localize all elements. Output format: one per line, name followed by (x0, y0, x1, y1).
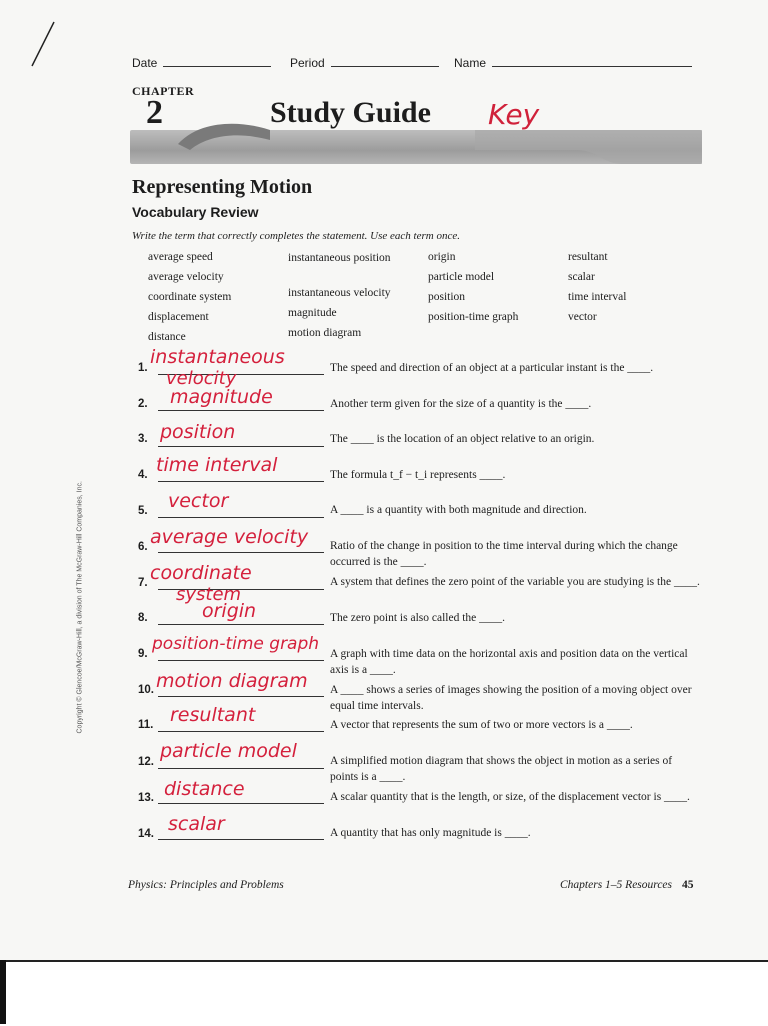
period-label: Period (290, 56, 325, 70)
word-bank-term: magnitude (288, 307, 337, 319)
answer-line[interactable] (158, 695, 324, 697)
answer-text: average velocity (150, 526, 309, 548)
pen-mark (28, 20, 58, 70)
word-bank-term: resultant (568, 251, 608, 263)
chapter-label: CHAPTER (132, 84, 195, 98)
word-bank-term: instantaneous velocity (288, 287, 391, 299)
answer-text: resultant (170, 704, 256, 726)
word-bank-term: vector (568, 311, 597, 323)
question-number: 2. (138, 398, 148, 410)
question-statement: A system that defines the zero point of the variable you are studying is the ____. (330, 576, 700, 588)
word-bank-term: average velocity (148, 271, 224, 283)
word-bank-term: time interval (568, 291, 627, 303)
chapter-number: 2 (146, 94, 163, 131)
question-statement: A quantity that has only magnitude is ____. (330, 827, 531, 839)
instructions: Write the term that correctly completes the statement. Use each term once. (132, 230, 460, 242)
footer-resources (560, 879, 694, 891)
question-number: 14. (138, 828, 154, 840)
question-statement: The zero point is also called the ____. (330, 612, 506, 624)
question-statement: Ratio of the change in position to the time interval during which the change occurred is the ____. (330, 540, 678, 568)
answer-text: coordinate (150, 562, 252, 584)
word-bank-term: displacement (148, 311, 209, 323)
scan-edge (0, 960, 6, 1024)
question-statement: A simplified motion diagram that shows the object in motion as a series of points is a ____. (330, 755, 673, 783)
answer-text: magnitude (170, 386, 273, 408)
page-title: Study Guide (270, 96, 431, 129)
question-statement: A graph with time data on the horizontal axis and position data on the vertical axis is a ____. (330, 648, 688, 676)
question-number: 3. (138, 433, 148, 445)
question-number: 13. (138, 792, 154, 804)
name-field[interactable] (454, 56, 692, 70)
question-number: 9. (138, 648, 148, 660)
answer-line[interactable] (158, 623, 324, 625)
answer-line[interactable] (158, 659, 324, 661)
answer-text: motion diagram (156, 670, 308, 692)
date-field[interactable] (132, 56, 271, 70)
answer-line[interactable] (158, 445, 324, 447)
word-bank-term: origin (428, 251, 456, 263)
word-bank-term: position (428, 291, 466, 303)
answer-line[interactable] (158, 730, 324, 732)
word-bank-term: particle model (428, 271, 495, 283)
word-bank-term: distance (148, 331, 186, 343)
word-bank-term: coordinate system (148, 291, 232, 303)
subsection-title: Vocabulary Review (132, 204, 259, 220)
word-bank-term: scalar (568, 271, 595, 283)
answer-line[interactable] (158, 838, 324, 840)
question-number: 1. (138, 362, 148, 374)
word-bank-term: average speed (148, 251, 213, 263)
question-statement: Another term given for the size of a quantity is the ____. (330, 398, 592, 410)
name-label: Name (454, 56, 487, 70)
question-number: 12. (138, 756, 154, 768)
answer-text: distance (164, 778, 245, 800)
footer-book-title: Physics: Principles and Problems (128, 879, 284, 891)
answer-text: vector (168, 490, 229, 512)
handwritten-key: Key (488, 98, 540, 131)
answer-line[interactable] (158, 767, 324, 769)
answer-line[interactable] (158, 409, 324, 411)
scan-border (0, 960, 768, 1026)
question-number: 4. (138, 469, 148, 481)
question-number: 5. (138, 505, 148, 517)
word-bank-term: position-time graph (428, 311, 519, 323)
answer-text: particle model (160, 740, 297, 762)
question-statement: A vector that represents the sum of two or more vectors is a ____. (330, 719, 633, 731)
answer-line[interactable] (158, 480, 324, 482)
answer-line[interactable] (158, 802, 324, 804)
question-statement: A scalar quantity that is the length, or size, of the displacement vector is ____. (330, 791, 690, 803)
answer-line[interactable] (158, 551, 324, 553)
question-statement: A ____ shows a series of images showing the position of a moving object over equal time intervals. (330, 684, 692, 712)
question-number: 7. (138, 577, 148, 589)
answer-text: position-time graph (152, 634, 320, 654)
section-title: Representing Motion (132, 176, 313, 198)
question-statement: The speed and direction of an object at a particular instant is the ____. (330, 362, 654, 374)
question-number: 10. (138, 684, 154, 696)
period-field[interactable] (290, 56, 439, 70)
question-statement: The ____ is the location of an object relative to an origin. (330, 433, 595, 445)
copyright-notice: Copyright © Glencoe/McGraw-Hill, a division of The McGraw-Hill Companies, Inc. (76, 481, 84, 734)
question-number: 6. (138, 541, 148, 553)
footer-resources-label: Chapters 1–5 Resources (560, 879, 673, 891)
question-statement: A ____ is a quantity with both magnitude and direction. (330, 504, 587, 516)
answer-text: scalar (168, 813, 225, 835)
answer-text: origin (202, 600, 257, 622)
answer-text-line2: velocity (166, 368, 237, 389)
question-statement: The formula t_f − t_i represents ____. (330, 469, 506, 481)
word-bank-term: motion diagram (288, 327, 362, 339)
answer-text-line2: system (176, 584, 242, 605)
answer-text: position (160, 421, 236, 443)
question-number: 11. (138, 719, 154, 731)
word-bank-term: instantaneous position (288, 252, 391, 264)
page-number: 45 (682, 879, 694, 891)
answer-text: time interval (156, 454, 278, 476)
answer-line[interactable] (158, 516, 324, 518)
date-label: Date (132, 56, 158, 70)
answer-text: instantaneous (150, 346, 285, 368)
question-number: 8. (138, 612, 148, 624)
